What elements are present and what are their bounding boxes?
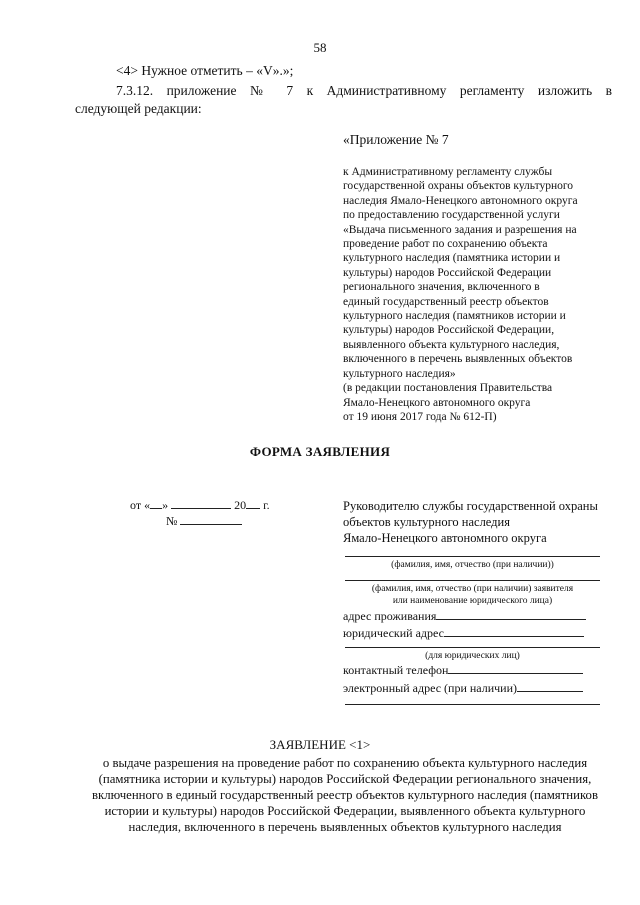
legal-address-blank[interactable] [444,626,584,637]
appendix-line: Ямало-Ненецкого автономного округа [343,396,531,409]
legal-address-field [343,626,584,641]
date-quote-close: » [162,498,169,512]
year-blank[interactable] [246,498,260,509]
appendix-line: проведение работ по сохранению объекта [343,238,548,251]
email-label: электронный адрес (при наличии) [343,681,517,695]
application-line: включенного в единый государственный реестр объектов культурного наследия (памятников [92,788,598,802]
appendix-line: государственной охраны объектов культурного [343,180,574,193]
appendix-body [343,165,613,424]
appendix-line: наследия Ямало-Ненецкого автономного округа [343,194,578,207]
appendix-line: культурного наследия (памятника истории и [343,252,561,265]
email-field [343,681,583,696]
month-blank[interactable] [171,498,231,509]
appendix-line: «Выдача письменного задания и разрешения на [343,223,577,236]
residence-blank[interactable] [436,609,586,620]
legal-address-label: юридический адрес [343,626,444,640]
hint-applicant-2: или наименование юридического лица) [392,596,553,606]
amendment-item-line-continued: следующей редакции: [75,101,202,116]
addressee-line: объектов культурного наследия [343,515,510,529]
appendix-line: включенного в перечень выявленных объектов [343,353,573,366]
appendix-line: к Административному регламенту службы [343,166,553,178]
appendix-line: культуры) народов Российской Федерации, [343,324,555,337]
hint-applicant-1: (фамилия, имя, отчество (при наличии) заявителя [371,584,574,594]
page-number: 58 [313,40,327,55]
appendix-line: культурного наследия (памятников истории и [343,310,566,323]
date-line [130,498,270,513]
number-line [166,514,242,529]
addressee-line: Ямало-Ненецкого автономного округа [343,531,547,545]
addressee-block [343,498,598,546]
application-line: о выдаче разрешения на проведение работ по сохранению объекта культурного наследия [102,756,588,770]
appendix-line: культуры) народов Российской Федерации [343,266,552,279]
email-blank[interactable] [517,681,583,692]
year-suffix: г. [263,498,270,512]
year-prefix: 20 [234,498,247,512]
addressee-line: Руководителю службы государственной охраны [343,499,598,513]
hint-legal: (для юридических лиц) [425,651,520,661]
phone-field [343,663,583,678]
application-line: наследия, включенного в перечень выявленных объектов культурного наследия [128,820,562,834]
application-text [80,755,610,835]
appendix-line: по предоставлению государственной услуги [343,209,560,222]
appendix-line: регионального значения, включенного в [343,281,540,294]
applicant-rule[interactable] [345,580,600,581]
appendix-line: от 19 июня 2017 года № 612-П) [343,410,497,423]
number-blank[interactable] [180,514,242,525]
hint-fio: (фамилия, имя, отчество (при наличии)) [391,560,554,570]
application-line: (памятника истории и культуры) народов Российской Федерации регионального значения, [98,772,592,786]
residence-label: адрес проживания [343,609,437,623]
legal-address-rule[interactable] [345,647,600,648]
phone-blank[interactable] [448,663,583,674]
email-extra-rule[interactable] [345,704,600,705]
appendix-line: культурного наследия» [343,367,456,380]
footnote-line: <4> Нужное отметить – «V».»; [116,63,294,78]
appendix-line: единый государственный реестр объектов [343,295,549,308]
day-blank[interactable] [150,498,162,509]
number-label: № [166,514,178,528]
appendix-line: выявленного объекта культурного наследия, [343,338,560,351]
amendment-item-line: 7.3.12. приложение № 7 к Административному регламенту изложить в [116,83,612,98]
application-line: истории и культуры) народов Российской Федерации, выявленного объекта культурного [104,804,586,818]
residence-field [343,609,586,624]
appendix-line: (в редакции постановления Правительства [343,382,553,395]
form-title: ФОРМА ЗАЯВЛЕНИЯ [249,444,391,459]
phone-label: контактный телефон [343,663,449,677]
appendix-heading: «Приложение № 7 [343,132,449,147]
date-from-label: от « [130,498,151,512]
application-title: ЗАЯВЛЕНИЕ <1> [269,737,371,752]
fio-rule[interactable] [345,556,600,557]
